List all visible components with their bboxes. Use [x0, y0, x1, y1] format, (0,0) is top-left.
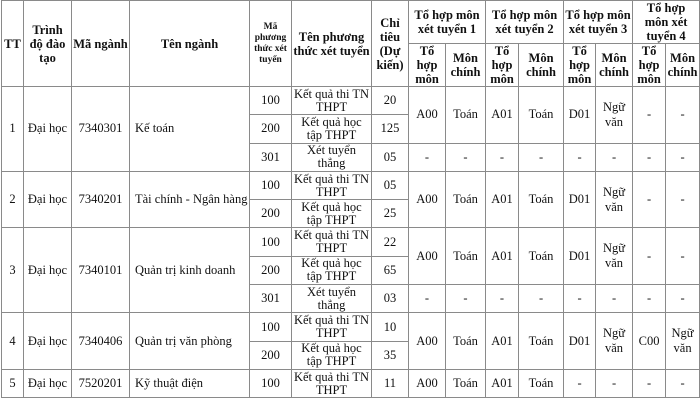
combo-main: Toán: [446, 313, 486, 370]
header-combo-2: Tổ hợp môn xét tuyển 2: [486, 1, 564, 44]
dash-cell: -: [519, 285, 564, 313]
combo-code: D01: [564, 171, 596, 228]
combo-main: Toán: [446, 228, 486, 285]
method-quota: 11: [372, 369, 409, 397]
header-combo-code: Tổ hợp môn: [633, 44, 666, 87]
method-code: 200: [250, 341, 292, 369]
header-combo-code: Tổ hợp môn: [564, 44, 596, 87]
dash-cell: -: [596, 143, 633, 171]
combo-main: Ngữ văn: [596, 228, 633, 285]
method-code: 100: [250, 313, 292, 341]
method-quota: 03: [372, 285, 409, 313]
combo-code: -: [633, 228, 666, 285]
combo-code: A01: [486, 313, 519, 370]
method-name: Kết quả thi TN THPT: [292, 87, 372, 115]
combo-main: Toán: [446, 369, 486, 397]
combo-code: D01: [564, 228, 596, 285]
header-name: Tên ngành: [130, 1, 250, 87]
method-quota: 20: [372, 87, 409, 115]
dash-cell: -: [486, 285, 519, 313]
row-code: 7340101: [72, 228, 130, 313]
method-name: Kết quả thi TN THPT: [292, 369, 372, 397]
header-level: Trình độ đào tạo: [24, 1, 72, 87]
header-combo-1: Tổ hợp môn xét tuyển 1: [409, 1, 486, 44]
header-code: Mã ngành: [72, 1, 130, 87]
combo-main: -: [666, 87, 700, 144]
method-quota: 22: [372, 228, 409, 256]
combo-code: -: [633, 171, 666, 228]
header-tt: TT: [2, 1, 24, 87]
combo-code: A00: [409, 171, 446, 228]
combo-code: A00: [409, 87, 446, 144]
method-name: Kết quả học tập THPT: [292, 115, 372, 143]
method-name: Kết quả học tập THPT: [292, 200, 372, 228]
header-combo-code: Tổ hợp môn: [409, 44, 446, 87]
row-tt: 4: [2, 313, 24, 370]
combo-main: Toán: [519, 228, 564, 285]
row-level: Đại học: [24, 369, 72, 397]
dash-cell: -: [564, 143, 596, 171]
method-code: 301: [250, 285, 292, 313]
method-name: Xét tuyển thẳng: [292, 143, 372, 171]
method-code: 100: [250, 171, 292, 199]
combo-code: -: [564, 369, 596, 397]
method-code: 100: [250, 228, 292, 256]
method-quota: 35: [372, 341, 409, 369]
combo-main: Ngữ văn: [596, 171, 633, 228]
method-code: 200: [250, 256, 292, 284]
dash-cell: -: [666, 143, 700, 171]
row-level: Đại học: [24, 87, 72, 172]
combo-main: Ngữ văn: [596, 313, 633, 370]
table-row: [2, 228, 700, 256]
table-row: [2, 369, 700, 397]
dash-cell: -: [486, 143, 519, 171]
dash-cell: -: [564, 285, 596, 313]
header-combo-code: Tổ hợp môn: [486, 44, 519, 87]
dash-cell: -: [409, 143, 446, 171]
dash-cell: -: [446, 285, 486, 313]
header-combo-4: Tổ hợp môn xét tuyển 4: [633, 1, 700, 44]
admission-table: [1, 0, 700, 398]
combo-code: -: [633, 369, 666, 397]
combo-main: Toán: [519, 171, 564, 228]
combo-main: Toán: [519, 369, 564, 397]
method-code: 301: [250, 143, 292, 171]
row-name: Quản trị kinh doanh: [130, 228, 250, 313]
header-main-subject: Môn chính: [596, 44, 633, 87]
combo-code: A01: [486, 369, 519, 397]
combo-code: D01: [564, 87, 596, 144]
row-code: 7340201: [72, 171, 130, 228]
method-code: 200: [250, 200, 292, 228]
row-code: 7340406: [72, 313, 130, 370]
combo-code: D01: [564, 313, 596, 370]
dash-cell: -: [409, 285, 446, 313]
row-name: Kế toán: [130, 87, 250, 172]
dash-cell: -: [633, 285, 666, 313]
row-name: Quản trị văn phòng: [130, 313, 250, 370]
method-name: Kết quả thi TN THPT: [292, 171, 372, 199]
combo-code: C00: [633, 313, 666, 370]
combo-main: Toán: [519, 87, 564, 144]
header-quota: Chỉ tiêu (Dự kiến): [372, 1, 409, 87]
dash-cell: -: [666, 285, 700, 313]
combo-code: A01: [486, 87, 519, 144]
method-quota: 25: [372, 200, 409, 228]
row-name: Tài chính - Ngân hàng: [130, 171, 250, 228]
header-combo-3: Tổ hợp môn xét tuyển 3: [564, 1, 633, 44]
combo-code: A01: [486, 228, 519, 285]
method-quota: 65: [372, 256, 409, 284]
combo-main: -: [596, 369, 633, 397]
method-quota: 05: [372, 171, 409, 199]
row-code: 7520201: [72, 369, 130, 397]
dash-cell: -: [446, 143, 486, 171]
combo-main: Toán: [446, 171, 486, 228]
method-quota: 05: [372, 143, 409, 171]
method-code: 100: [250, 369, 292, 397]
dash-cell: -: [596, 285, 633, 313]
method-code: 100: [250, 87, 292, 115]
table-row: [2, 313, 700, 341]
combo-main: Toán: [519, 313, 564, 370]
table-row: [2, 171, 700, 199]
row-level: Đại học: [24, 228, 72, 313]
method-name: Kết quả học tập THPT: [292, 341, 372, 369]
combo-main: Ngữ văn: [666, 313, 700, 370]
combo-code: A00: [409, 369, 446, 397]
combo-main: Ngữ văn: [596, 87, 633, 144]
combo-code: A01: [486, 171, 519, 228]
combo-main: Toán: [446, 87, 486, 144]
combo-code: -: [633, 87, 666, 144]
method-quota: 125: [372, 115, 409, 143]
header-main-subject: Môn chính: [446, 44, 486, 87]
combo-main: -: [666, 171, 700, 228]
method-name: Kết quả học tập THPT: [292, 256, 372, 284]
combo-main: -: [666, 228, 700, 285]
method-name: Kết quả thi TN THPT: [292, 228, 372, 256]
row-name: Kỹ thuật điện: [130, 369, 250, 397]
dash-cell: -: [519, 143, 564, 171]
combo-code: A00: [409, 228, 446, 285]
header-method-code: Mã phương thức xét tuyển: [250, 1, 292, 87]
header-main-subject: Môn chính: [666, 44, 700, 87]
method-name: Kết quả thi TN THPT: [292, 313, 372, 341]
method-code: 200: [250, 115, 292, 143]
combo-main: -: [666, 369, 700, 397]
combo-code: A00: [409, 313, 446, 370]
row-tt: 2: [2, 171, 24, 228]
row-tt: 3: [2, 228, 24, 313]
row-level: Đại học: [24, 313, 72, 370]
method-name: Xét tuyển thẳng: [292, 285, 372, 313]
method-quota: 10: [372, 313, 409, 341]
row-tt: 1: [2, 87, 24, 172]
row-code: 7340301: [72, 87, 130, 172]
table-row: [2, 87, 700, 115]
row-level: Đại học: [24, 171, 72, 228]
row-tt: 5: [2, 369, 24, 397]
header-method-name: Tên phương thức xét tuyển: [292, 1, 372, 87]
header-main-subject: Môn chính: [519, 44, 564, 87]
dash-cell: -: [633, 143, 666, 171]
